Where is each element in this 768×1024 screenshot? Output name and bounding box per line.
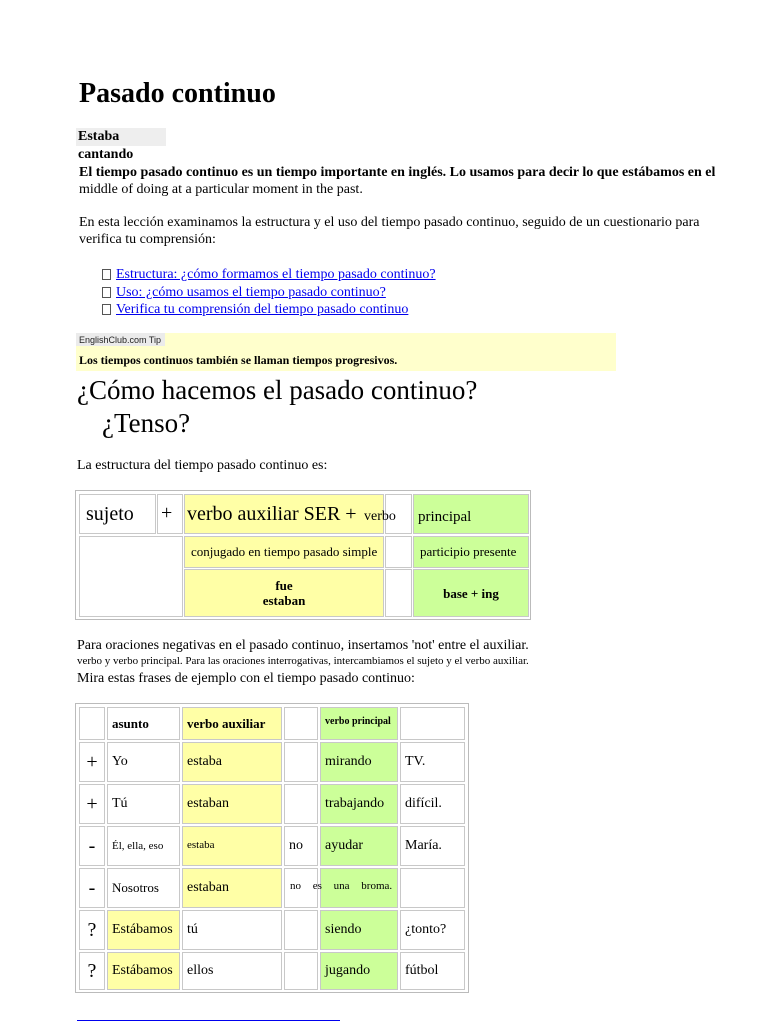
structure-conjugado: conjugado en tiempo pasado simple (184, 536, 384, 568)
row-sign: + (79, 784, 105, 824)
row-aux: ellos (182, 952, 282, 990)
row-not (284, 910, 318, 950)
structure-sujeto: sujeto (79, 494, 156, 534)
structure-table (75, 490, 531, 620)
checkbox-icon (102, 269, 111, 280)
header-verbo-principal: verbo principal (320, 707, 398, 740)
row-not (284, 742, 318, 782)
subtitle: Estaba cantando (76, 128, 166, 146)
structure-empty-cell (79, 536, 183, 617)
negatives-line2: verbo y verbo principal. Para las oraciones interrogativas, intercambiamos el sujeto y el verbo auxiliar. (77, 655, 529, 667)
intro-bold: El tiempo pasado continuo es un tiempo importante en inglés. Lo usamos para decir lo que estábamos en el (79, 165, 716, 180)
toc-link-estructura[interactable]: Estructura: ¿cómo formamos el tiempo pasado continuo? (116, 267, 436, 282)
structure-empty-cell (385, 569, 412, 617)
section-heading-line1: ¿Cómo hacemos el pasado continuo? (77, 375, 478, 405)
structure-intro: La estructura del tiempo pasado continuo es: (77, 458, 328, 473)
structure-plus: + (157, 494, 183, 534)
row-subject: Estábamos (107, 952, 180, 990)
structure-aux: verbo auxiliar SER + (184, 494, 384, 534)
toc-link-verifica[interactable]: Verifica tu comprensión del tiempo pasado continuo (116, 302, 409, 317)
tip-text: Los tiempos continuos también se llaman tiempos progresivos. (79, 353, 398, 367)
checkbox-icon (102, 304, 111, 315)
examples-table (75, 703, 469, 993)
row-sign: + (79, 742, 105, 782)
row-main: mirando (320, 742, 398, 782)
header-verbo-auxiliar: verbo auxiliar (182, 707, 282, 740)
page-title: Pasado continuo (79, 78, 276, 109)
row-subject: Él, ella, eso (107, 826, 180, 866)
negatives-line1: Para oraciones negativas en el pasado continuo, insertamos 'not' entre el auxiliar. (77, 638, 529, 653)
row-not: no (284, 826, 318, 866)
header-empty (79, 707, 105, 740)
intro-paragraph (79, 164, 729, 198)
structure-fue-estaban (184, 569, 384, 617)
row-aux: estaba (182, 826, 282, 866)
structure-estaban: estaban (262, 593, 306, 608)
structure-participio: participio presente (413, 536, 529, 568)
section-heading-line2: ¿Tenso? (102, 408, 191, 438)
row-not (284, 952, 318, 990)
row-aux: estaba (182, 742, 282, 782)
row-sign: - (79, 868, 105, 908)
row-not-broma: no es una broma. (290, 880, 393, 892)
row-not (284, 784, 318, 824)
structure-base-ing: base + ing (413, 569, 529, 617)
row-aux: estaban (182, 784, 282, 824)
structure-fue: fue (275, 578, 293, 593)
row-main: siendo (320, 910, 398, 950)
row-main: ayudar (320, 826, 398, 866)
structure-principal: principal (413, 494, 529, 534)
toc-item (102, 266, 436, 284)
section-heading (77, 374, 677, 440)
row-sign: - (79, 826, 105, 866)
header-empty (284, 707, 318, 740)
structure-verbo (364, 494, 412, 534)
row-rest: TV. (400, 742, 465, 782)
row-main: trabajando (320, 784, 398, 824)
row-rest: difícil. (400, 784, 465, 824)
toc-item (102, 284, 436, 302)
row-main: jugando (320, 952, 398, 990)
toc-link-uso[interactable]: Uso: ¿cómo usamos el tiempo pasado continuo? (116, 284, 386, 300)
row-sign: ? (79, 910, 105, 950)
row-subject: Tú (107, 784, 180, 824)
toc-item (102, 301, 436, 319)
row-rest: María. (400, 826, 465, 866)
structure-verbo-text: verbo (364, 509, 396, 524)
header-asunto: asunto (107, 707, 180, 740)
row-rest: fútbol (400, 952, 465, 990)
row-subject: Nosotros (107, 868, 180, 908)
lesson-intro: En esta lección examinamos la estructura y el uso del tiempo pasado continuo, seguido de un cuestionario para verifica tu comprensión: (79, 215, 700, 247)
table-of-contents (102, 266, 436, 319)
header-empty (400, 707, 465, 740)
intro-rest: middle of doing at a particular moment in the past. (79, 182, 363, 197)
row-rest (400, 868, 465, 908)
tip-label: EnglishClub.com Tip (76, 333, 165, 346)
negatives-line3: Mira estas frases de ejemplo con el tiempo pasado continuo: (77, 671, 415, 686)
checkbox-icon (102, 287, 111, 298)
row-aux: tú (182, 910, 282, 950)
row-aux: estaban (182, 868, 282, 908)
bottom-link-underline[interactable] (77, 1020, 340, 1021)
row-sign: ? (79, 952, 105, 990)
row-rest: ¿tonto? (400, 910, 465, 950)
structure-empty-cell (385, 536, 412, 568)
tip-box (76, 333, 616, 371)
row-subject: Estábamos (107, 910, 180, 950)
row-subject: Yo (107, 742, 180, 782)
